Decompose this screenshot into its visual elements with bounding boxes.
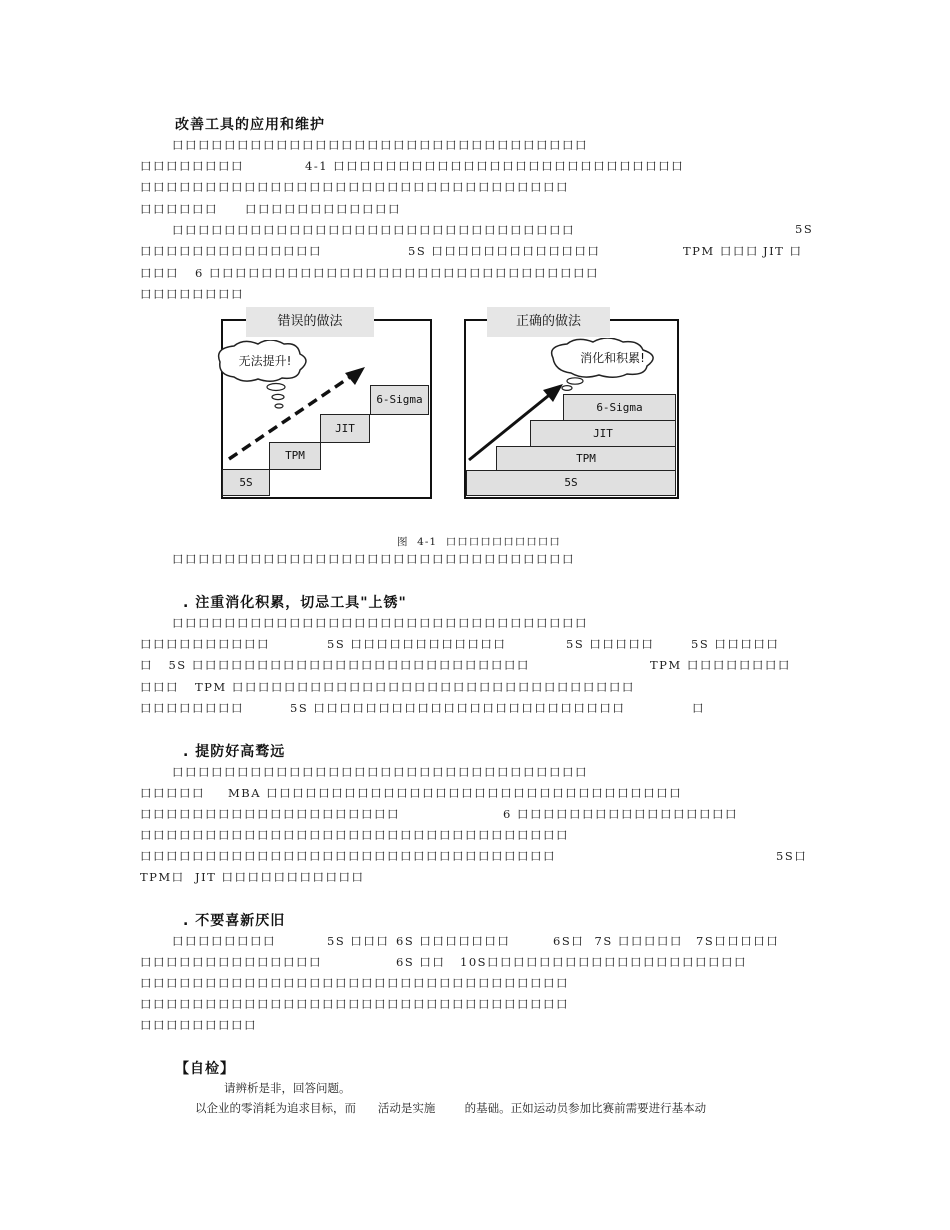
section-2-title: . 提防好高骛远 [183, 744, 286, 760]
s3-line-2b: 6S 口口 [396, 955, 446, 969]
s1-line-1: 口口口口口口口口口口口口口口口口口口口口口口口口口口口口口口口口 [172, 616, 588, 630]
correct-solid-arrow-icon [465, 380, 570, 465]
correct-step-5s: 5S [466, 470, 676, 496]
s3-line-4: 口口口口口口口口口口口口口口口口口口口口口口口口口口口口口口口口口 [140, 997, 569, 1011]
self-check-statement: 以企业的零消耗为追求目标，而 活动是实施 的基础。正如运动员参加比赛前需要进行基本动 [195, 1101, 707, 1115]
s3-line-1c: 6S 口口口口口口口 [396, 934, 511, 948]
correct-title: 正确的做法 [487, 307, 610, 337]
s3-line-2a: 口口口口口口口口口口口口口口 [140, 955, 322, 969]
s1-line-5a: 口口口口口口口口 [140, 701, 244, 715]
s3-line-1a: 口口口口口口口口 [172, 934, 276, 948]
intro-line-5a: 口口口口口口口口口口口口口口口口口口口口口口口口口口口口口口口 [172, 223, 575, 237]
correct-step-tpm: TPM [496, 446, 676, 471]
s2-line-5a: 口口口口口口口口口口口口口口口口口口口口口口口口口口口口口口口口 [140, 849, 556, 863]
wrong-step-jit: JIT [320, 414, 370, 443]
wrong-thought-text: 无法提升! [238, 354, 292, 368]
intro-line-6b: 5S 口口口口口口口口口口口口口 [408, 244, 601, 258]
s1-line-5c: 口 [692, 701, 705, 715]
s1-line-2a: 口口口口口口口口口口 [140, 637, 270, 651]
s2-line-3b: 6 口口口口口口口口口口口口口口口口口 [503, 807, 738, 821]
intro-line-4a: 口口口口口口 [140, 202, 218, 216]
intro-line-7a: 口口口 [140, 266, 179, 280]
s2-line-2a: 口口口口口 [140, 786, 205, 800]
intro-line-5b: 5S [795, 222, 814, 236]
intro-line-2a: 口口口口口口口口 [140, 159, 244, 173]
intro-line-4b: 口口口口口口口口口口口口 [245, 202, 401, 216]
s1-line-2b: 5S 口口口口口口口口口口口口 [327, 637, 507, 651]
s3-line-2c: 10S口口口口口口口口口口口口口口口口口口口口 [460, 955, 748, 969]
wrong-step-6sigma: 6-Sigma [370, 385, 429, 415]
intro-line-2b: 4-1 口口口口口口口口口口口口口口口口口口口口口口口口口口口 [305, 159, 685, 173]
s1-line-3b: TPM 口口口口口口口口 [650, 658, 791, 672]
correct-step-6sigma: 6-Sigma [563, 394, 676, 421]
s3-line-5: 口口口口口口口口口 [140, 1018, 257, 1032]
section-title: 改善工具的应用和维护 [175, 117, 325, 133]
s3-line-3: 口口口口口口口口口口口口口口口口口口口口口口口口口口口口口口口口口 [140, 976, 569, 990]
correct-thought-text: 消化和积累! [580, 351, 645, 365]
s2-line-6: TPM口 JIT 口口口口口口口口口口口 [140, 870, 365, 884]
section-1-title: . 注重消化积累，切忌工具"上锈" [183, 595, 407, 611]
wrong-step-tpm: TPM [269, 442, 321, 470]
wrong-step-5s: 5S [222, 469, 270, 496]
s2-line-3a: 口口口口口口口口口口口口口口口口口口口口 [140, 807, 400, 821]
intro-line-7b: 6 口口口口口口口口口口口口口口口口口口口口口口口口口口口口口口 [195, 266, 599, 280]
intro-line-1: 口口口口口口口口口口口口口口口口口口口口口口口口口口口口口口口口 [172, 138, 588, 152]
s3-line-1e: 7S口口口口口 [696, 934, 780, 948]
s3-line-1d: 6S口 7S 口口口口口 [553, 934, 683, 948]
intro-line-3: 口口口口口口口口口口口口口口口口口口口口口口口口口口口口口口口口口 [140, 180, 569, 194]
after-figure-line: 口口口口口口口口口口口口口口口口口口口口口口口口口口口口口口口 [172, 552, 575, 566]
s1-line-3a: 口 5S 口口口口口口口口口口口口口口口口口口口口口口口口口口 [140, 658, 530, 672]
self-check-prompt: 请辨析是非，回答问题。 [224, 1081, 351, 1095]
figure-caption: 图 4-1 口口口口口口口口口口 [397, 536, 561, 548]
intro-line-6c: TPM 口口口 [683, 244, 759, 258]
intro-line-8: 口口口口口口口口 [140, 287, 244, 301]
correct-step-jit: JIT [530, 420, 676, 447]
s1-line-4a: 口口口 [140, 680, 179, 694]
s2-line-2b: MBA 口口口口口口口口口口口口口口口口口口口口口口口口口口口口口口口口 [228, 786, 683, 800]
s2-line-5b: 5S口 [776, 849, 808, 863]
s2-line-1: 口口口口口口口口口口口口口口口口口口口口口口口口口口口口口口口口 [172, 765, 588, 779]
s2-line-4: 口口口口口口口口口口口口口口口口口口口口口口口口口口口口口口口口口 [140, 828, 569, 842]
wrong-dashed-arrow-icon [225, 365, 370, 465]
s1-line-2d: 5S 口口口口口 [691, 637, 780, 651]
self-check-title: 【自检】 [175, 1061, 235, 1077]
s3-line-1b: 5S 口口口 [327, 934, 390, 948]
s1-line-5b: 5S 口口口口口口口口口口口口口口口口口口口口口口口口 [290, 701, 626, 715]
intro-line-6a: 口口口口口口口口口口口口口口 [140, 244, 322, 258]
section-3-title: . 不要喜新厌旧 [183, 913, 286, 929]
wrong-title: 错误的做法 [246, 307, 374, 337]
intro-line-6d: JIT 口 [763, 244, 803, 258]
s1-line-4b: TPM 口口口口口口口口口口口口口口口口口口口口口口口口口口口口口口口 [195, 680, 635, 694]
s1-line-2c: 5S 口口口口口 [566, 637, 655, 651]
